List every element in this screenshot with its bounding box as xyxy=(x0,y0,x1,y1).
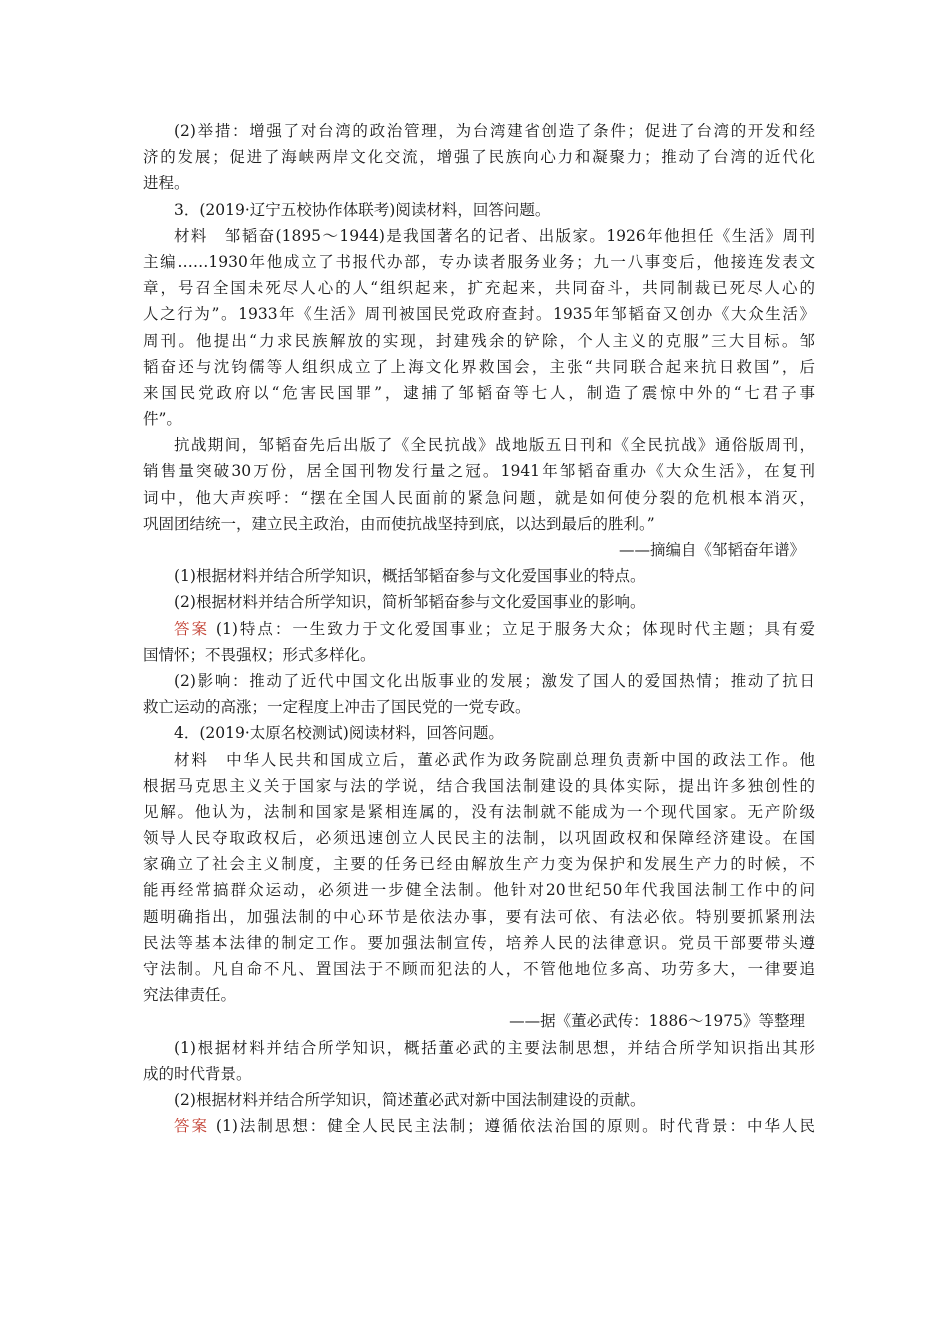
text-line xyxy=(143,511,815,537)
line-text: 济的发展；促进了海峡两岸文化交流，增强了民族向心力和凝聚力；推动了台湾的近代化 xyxy=(143,148,815,167)
line-text: (1)根据材料并结合所学知识，概括董必武的主要法制思想，并结合所学知识指出其形 xyxy=(174,1038,815,1057)
text-line xyxy=(143,406,815,432)
text-line xyxy=(143,956,815,982)
text-line xyxy=(143,799,815,825)
line-text: (2)影响：推动了近代中国文化出版事业的发展；激发了国人的爱国热情；推动了抗日 xyxy=(174,671,815,690)
line-text: (1)根据材料并结合所学知识，概括邹韬奋参与文化爱国事业的特点。 xyxy=(174,567,646,586)
text-line xyxy=(143,197,815,223)
text-line xyxy=(143,380,815,406)
answer-line xyxy=(143,1113,815,1139)
line-text: 人之行为”。1933年《生活》周刊被国民党政府查封。1935年邹韬奋又创办《大众生活》 xyxy=(143,305,815,324)
text-line xyxy=(143,930,815,956)
line-text: 材料 中华人民共和国成立后，董必武作为政务院副总理负责新中国的政法工作。他 xyxy=(174,750,815,769)
text-line xyxy=(143,825,815,851)
text-line xyxy=(143,904,815,930)
text-line xyxy=(143,563,815,589)
line-text: 3．(2019·辽宁五校协作体联考)阅读材料，回答问题。 xyxy=(174,200,551,219)
text-line xyxy=(143,223,815,249)
text-line xyxy=(143,118,815,144)
line-text: 家确立了社会主义制度，主要的任务已经由解放生产力变为保护和发展生产力的时候，不 xyxy=(143,855,815,874)
text-line xyxy=(143,301,815,327)
line-text: 究法律责任。 xyxy=(143,986,237,1005)
text-line xyxy=(143,851,815,877)
line-text: 件”。 xyxy=(143,410,182,429)
line-text: (2)举措：增强了对台湾的政治管理，为台湾建省创造了条件；促进了台湾的开发和经 xyxy=(174,122,815,140)
line-text: (2)根据材料并结合所学知识，简述董必武对新中国法制建设的贡献。 xyxy=(174,1090,646,1109)
line-text: 4．(2019·太原名校测试)阅读材料，回答问题。 xyxy=(174,724,504,743)
text-line xyxy=(143,458,815,484)
line-text: 词中，他大声疾呼：“摆在全国人民面前的紧急问题，就是如何使分裂的危机根本消灭， xyxy=(143,488,815,507)
text-line xyxy=(143,275,815,301)
line-text: 主编……1930年他成立了书报代办部，专办读者服务业务；九一八事变后，他接连发表文 xyxy=(143,252,815,271)
line-text: 销售量突破30万份，居全国刊物发行量之冠。1941年邹韬奋重办《大众生活》，在复刊 xyxy=(143,462,815,481)
line-text: 能再经常搞群众运动，必须进一步健全法制。他针对20世纪50年代我国法制工作中的问 xyxy=(143,881,815,900)
answer-label: 答案 xyxy=(174,1117,209,1136)
text-line xyxy=(143,144,815,170)
line-text: 韬奋还与沈钧儒等人组织成立了上海文化界救国会，主张“共同联合起来抗日救国”，后 xyxy=(143,357,815,376)
text-line xyxy=(143,642,815,668)
line-text: 民法等基本法律的制定工作。要加强法制宣传，培养人民的法律意识。党员干部要带头遵 xyxy=(143,933,815,952)
line-text: 根据马克思主义关于国家与法的学说，结合我国法制建设的具体实际，提出许多独创性的 xyxy=(143,776,815,795)
text-line xyxy=(143,694,815,720)
answer-label: 答案 xyxy=(174,619,209,638)
text-line xyxy=(143,668,815,694)
text-line xyxy=(143,589,815,615)
text-line xyxy=(143,170,815,196)
line-text: 守法制。凡自命不凡、置国法于不顾而犯法的人，不管他地位多高、功劳多大，一律要追 xyxy=(143,960,815,978)
line-text: 救亡运动的高涨；一定程度上冲击了国民党的一党专政。 xyxy=(143,698,531,717)
line-text: ——据《董必武传：1886～1975》等整理 xyxy=(509,1012,805,1031)
source-citation xyxy=(143,1008,815,1034)
line-text: 进程。 xyxy=(143,174,190,193)
text-line xyxy=(143,1035,815,1061)
answer-line xyxy=(143,616,815,642)
line-text: 领导人民夺取政权后，必须迅速创立人民民主的法制，以巩固政权和保障经济建设。在国 xyxy=(143,829,815,848)
document-page xyxy=(143,118,815,1139)
line-text: (1)特点：一生致力于文化爱国事业；立足于服务大众；体现时代主题；具有爱 xyxy=(215,619,815,638)
line-text: 材料 邹韬奋(1895～1944)是我国著名的记者、出版家。1926年他担任《生活》周刊 xyxy=(174,226,815,245)
text-line xyxy=(143,432,815,458)
line-text: 成的时代背景。 xyxy=(143,1064,252,1083)
line-text: 国情怀；不畏强权；形式多样化。 xyxy=(143,645,376,664)
text-line xyxy=(143,877,815,903)
text-line xyxy=(143,747,815,773)
line-text: (1)法制思想：健全人民民主法制；遵循依法治国的原则。时代背景：中华人民 xyxy=(215,1117,815,1136)
line-text: 抗战期间，邹韬奋先后出版了《全民抗战》战地版五日刊和《全民抗战》通俗版周刊， xyxy=(174,436,815,455)
text-line xyxy=(143,773,815,799)
line-text: 来国民党政府以“危害民国罪”，逮捕了邹韬奋等七人，制造了震惊中外的“七君子事 xyxy=(143,383,815,402)
text-line xyxy=(143,328,815,354)
text-line xyxy=(143,720,815,746)
text-line xyxy=(143,1061,815,1087)
text-line xyxy=(143,249,815,275)
text-line xyxy=(143,354,815,380)
line-text: 巩固团结统一，建立民主政治，由而使抗战坚持到底，以达到最后的胜利。” xyxy=(143,514,655,533)
line-text: 章，号召全国未死尽人心的人“组织起来，扩充起来，共同奋斗，共同制裁已死尽人心的 xyxy=(143,279,815,298)
line-text: 见解。他认为，法制和国家是紧相连属的，没有法制就不能成为一个现代国家。无产阶级 xyxy=(143,802,815,821)
text-line xyxy=(143,982,815,1008)
text-line xyxy=(143,1087,815,1113)
line-text: ——摘编自《邹韬奋年谱》 xyxy=(618,541,805,559)
text-line xyxy=(143,485,815,511)
line-text: (2)根据材料并结合所学知识，简析邹韬奋参与文化爱国事业的影响。 xyxy=(174,593,646,612)
source-citation xyxy=(143,537,815,563)
line-text: 题明确指出，加强法制的中心环节是依法办事，要有法可依、有法必依。特别要抓紧刑法 xyxy=(143,907,815,926)
line-text: 周刊。他提出“力求民族解放的实现，封建残余的铲除，个人主义的克服”三大目标。邹 xyxy=(143,331,815,350)
